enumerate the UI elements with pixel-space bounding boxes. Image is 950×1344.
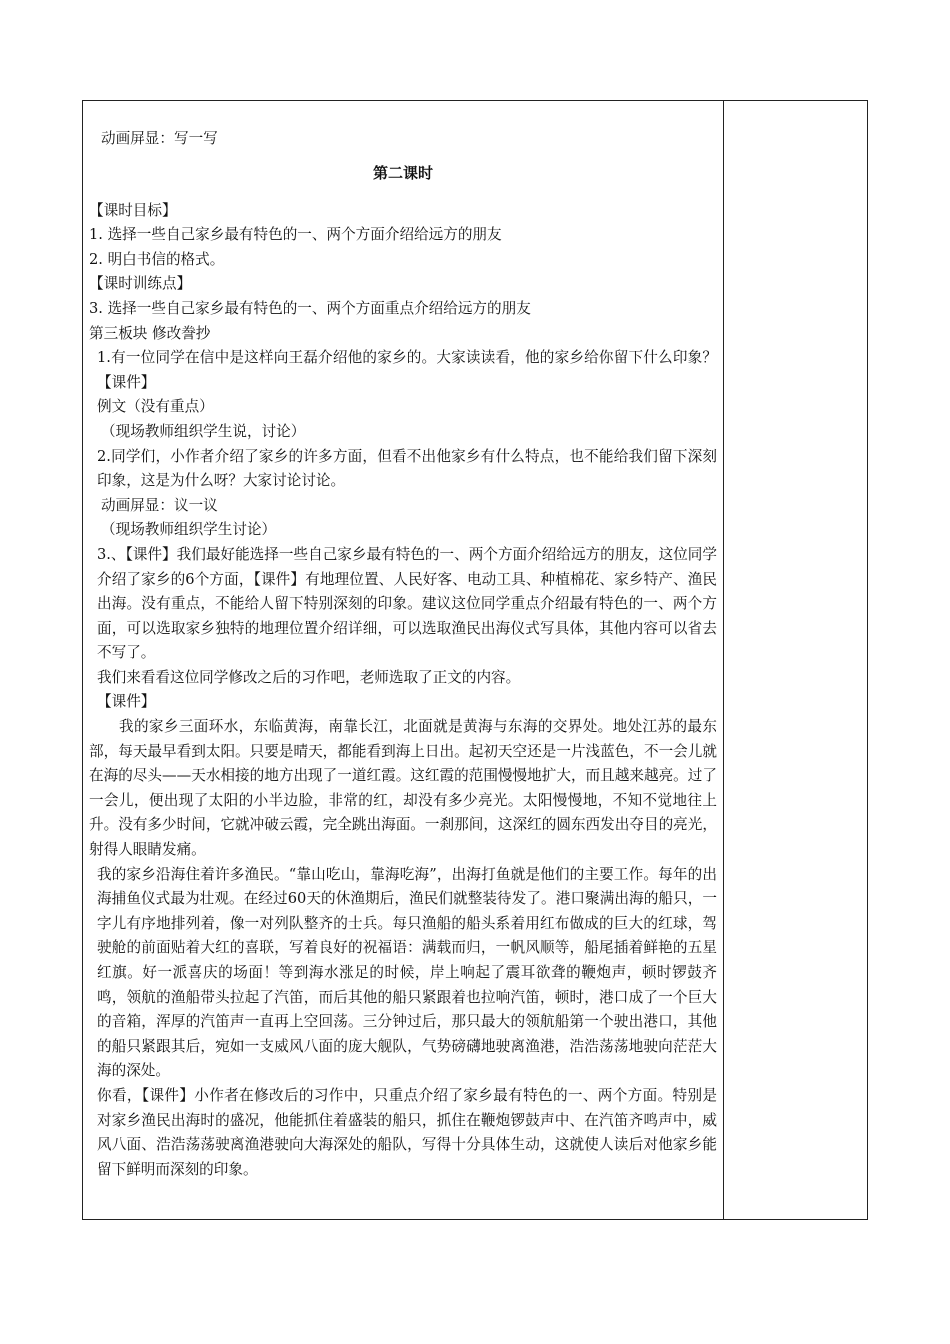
courseware-label: 【课件】 — [97, 693, 156, 711]
revised-intro: 我们来看看这位同学修改之后的习作吧，老师选取了正文的内容。 — [97, 668, 521, 686]
discussion-note-2: （现场教师组织学生讨论） — [101, 521, 277, 539]
lesson-table — [82, 100, 868, 1220]
essay-paragraph-2: 我的家乡沿海住着许多渔民。“靠山吃山，靠海吃海”，出海打鱼就是他们的主要工作。每年的出海捕鱼仪式最为壮观。在经过60天的休渔期后，渔民们就整装待发了。港口聚满出海的船只，一字儿有序地排列着，像一对列队整齐的士兵。每只渔船的船头系着用红布做成的巨大的红球，驾驶舱的前面贴着大红的喜联，写着良好的祝福语：满载而归，一帆风顺等，船尾插着鲜艳的五星红旗。好一派喜庆的场面！等到海水涨足的时候，岸上响起了震耳欲聋的鞭炮声，顿时锣鼓齐鸣，领航的渔船带头拉起了汽笛，而后其他的船只紧跟着也拉响汽笛，顿时，港口成了一个巨大的音箱，浑厚的汽笛声一直再上空回荡。三分钟过后，那只最大的领航船第一个驶出港口，其他的船只紧跟其后，宛如一支威风八面的庞大舰队，气势磅礴地驶离渔港，浩浩荡荡地驶向茫茫大海的深处。 — [97, 865, 717, 1080]
section-header: 第三板块 修改誊抄 — [89, 324, 211, 342]
notes-cell — [724, 101, 867, 1219]
animation-display-2: 动画屏显：议一议 — [101, 496, 218, 514]
question-2: 2.同学们，小作者介绍了家乡的许多方面，但看不出他家乡有什么特点，也不能给我们留下深刻印象，这是为什么呀？大家讨论讨论。 — [97, 447, 717, 490]
content-cell — [83, 101, 724, 1219]
training-header: 【课时训练点】 — [89, 275, 192, 293]
training-item-1: 3. 选择一些自己家乡最有特色的一、两个方面重点介绍给远方的朋友 — [89, 299, 531, 317]
question-1: 1.有一位同学在信中是这样向王磊介绍他的家乡的。大家读读看，他的家乡给你留下什么印象？【课件】 — [97, 349, 717, 391]
goal-item-2: 2. 明白书信的格式。 — [89, 250, 225, 268]
discussion-note-1: （现场教师组织学生说，讨论） — [101, 422, 306, 440]
lesson-title: 第二课时 — [372, 163, 433, 182]
example-label: 例文（没有重点） — [97, 398, 214, 416]
question-3: 3.、【课件】我们最好能选择一些自己家乡最有特色的一、两个方面介绍给远方的朋友，这位同学介绍了家乡的6个方面，【课件】有地理位置、人民好客、电动工具、种植棉花、家乡特产、渔民出海。没有重点，不能给人留下特别深刻的印象。建议这位同学重点介绍最有特色的一、两个方面，可以选取家乡独特的地理位置介绍详细，可以选取渔民出海仪式写具体，其他内容可以省去不写了。 — [97, 545, 717, 662]
essay-paragraph-1: 我的家乡三面环水，东临黄海，南靠长江，北面就是黄海与东海的交界处。地处江苏的最东部，每天最早看到太阳。只要是晴天，都能看到海上日出。起初天空还是一片浅蓝色，不一会儿就在海的尽头——天水相接的地方出现了一道红霞。这红霞的范围慢慢地扩大，而且越来越亮。过了一会儿，便出现了太阳的小半边脸，非常的红，却没有多少亮光。太阳慢慢地，不知不觉地往上升。没有多少时间，它就冲破云霞，完全跳出海面。一刹那间，这深红的圆东西发出夺目的亮光，射得人眼睛发痛。 — [89, 718, 717, 859]
goal-header: 【课时目标】 — [89, 201, 177, 219]
animation-display-line: 动画屏显：写一写 — [101, 130, 218, 147]
goal-item-1: 1. 选择一些自己家乡最有特色的一、两个方面介绍给远方的朋友 — [89, 226, 502, 244]
summary-paragraph: 你看，【课件】小作者在修改后的习作中，只重点介绍了家乡最有特色的一、两个方面。特别是对家乡渔民出海时的盛况，他能抓住着盛装的船只，抓住在鞭炮锣鼓声中、在汽笛齐鸣声中，威风八面、浩浩荡荡驶离渔港驶向大海深处的船队，写得十分具体生动，这就使人读后对他家乡能留下鲜明而深刻的印象。 — [97, 1086, 717, 1178]
